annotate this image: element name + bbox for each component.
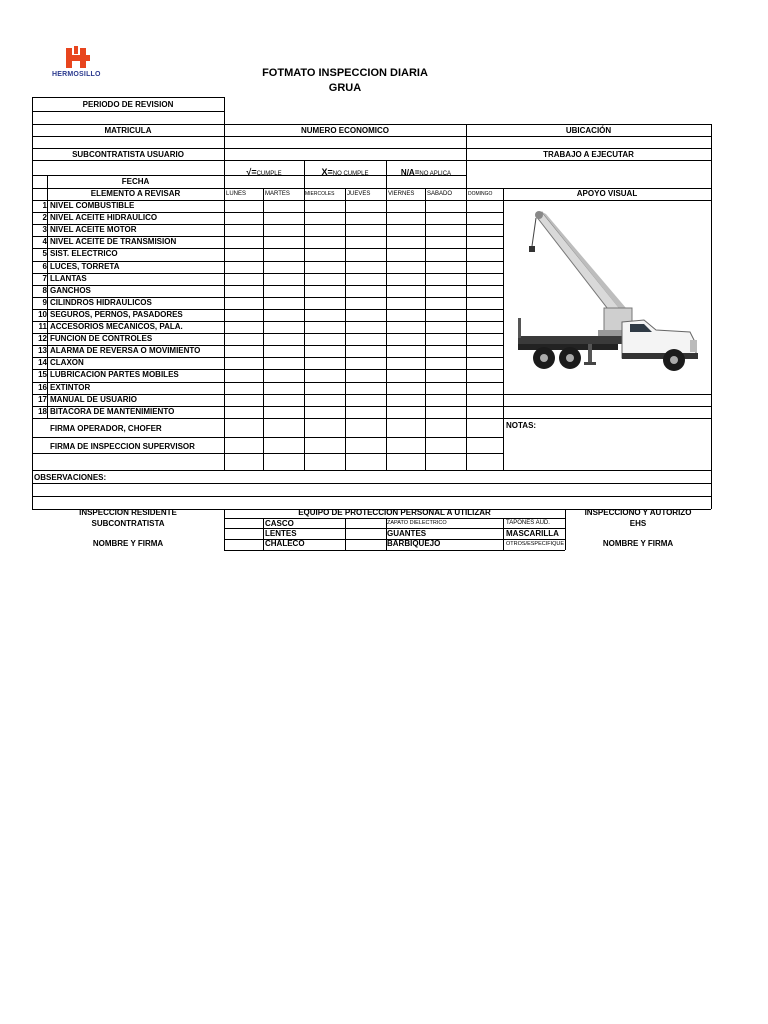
elemento-label: ELEMENTO A REVISAR	[90, 189, 181, 198]
ppe-tapones: TAPONES AUD.	[506, 520, 550, 526]
matricula-label: MATRICULA	[104, 126, 152, 135]
day-miercoles: MIERCOLES	[305, 191, 335, 197]
item-number: 11	[38, 322, 47, 331]
item-number: 15	[38, 370, 47, 380]
item-number: 3	[42, 225, 47, 235]
item-number: 16	[38, 382, 47, 392]
item-label: NIVEL ACEITE HIDRAULICO	[50, 213, 158, 223]
item-number: 6	[42, 261, 47, 271]
form-title: FOTMATO INSPECCION DIARIA	[262, 67, 428, 79]
item-number: 12	[38, 334, 47, 344]
periodo-label: PERIODO DE REVISION	[82, 100, 174, 109]
fecha-label: FECHA	[121, 177, 150, 186]
item-number: 13	[38, 346, 47, 356]
ppe-casco: CASCO	[265, 519, 294, 528]
crane-truck-image	[514, 208, 704, 383]
item-label: ACCESORIOS MECANICOS, PALA.	[50, 322, 183, 331]
epp-title: EQUIPO DE PROTECCION PERSONAL A UTILIZAR	[298, 508, 491, 517]
item-label: GANCHOS	[50, 285, 91, 295]
trabajo-label: TRABAJO A EJECUTAR	[543, 150, 634, 159]
item-label: LLANTAS	[50, 273, 87, 283]
day-viernes: VIERNES	[388, 191, 415, 197]
item-label: SEGUROS, PERNOS, PASADORES	[50, 309, 183, 319]
item-label: SIST. ELECTRICO	[50, 249, 118, 259]
legend-cumple: √=CUMPLE	[246, 167, 282, 177]
item-label: CLAXON	[50, 358, 84, 368]
ppe-otros: OTROS/ESPECIFIQUE	[506, 541, 565, 547]
ehs-label: EHS	[629, 519, 647, 528]
notas-label: NOTAS:	[506, 421, 537, 430]
firma-operador-label: FIRMA OPERADOR, CHOFER	[50, 424, 162, 433]
item-label: NIVEL COMBUSTIBLE	[50, 201, 135, 210]
day-sabado: SABADO	[427, 191, 453, 197]
item-label: CILINDROS HIDRAULICOS	[50, 297, 152, 307]
item-number: 2	[42, 213, 47, 223]
ubicacion-label: UBICACIÓN	[565, 126, 612, 135]
firma-supervisor-label: FIRMA DE INSPECCION SUPERVISOR	[50, 442, 195, 451]
day-jueves: JUEVES	[347, 191, 371, 197]
apoyo-visual-label: APOYO VISUAL	[576, 189, 638, 198]
nombre-firma-left: NOMBRE Y FIRMA	[92, 539, 164, 548]
item-label: BITACORA DE MANTENIMIENTO	[50, 406, 175, 416]
item-number: 14	[38, 358, 47, 368]
item-number: 1	[42, 201, 47, 210]
item-label: ALARMA DE REVERSA O MOVIMIENTO	[50, 346, 201, 356]
nombre-firma-right: NOMBRE Y FIRMA	[602, 539, 674, 548]
logo-mark-icon	[64, 46, 92, 70]
subcontratista-footer-label: SUBCONTRATISTA	[91, 519, 165, 528]
ppe-lentes: LENTES	[265, 529, 297, 538]
item-label: FUNCION DE CONTROLES	[50, 334, 153, 344]
item-number: 9	[42, 297, 47, 307]
ppe-guantes: GUANTES	[387, 529, 427, 538]
legend-no-cumple: X=NO CUMPLE	[321, 167, 369, 177]
ppe-mascarilla: MASCARILLA	[506, 529, 559, 538]
item-label: NIVEL ACEITE MOTOR	[50, 225, 137, 235]
item-number: 10	[38, 309, 47, 319]
item-number: 7	[42, 273, 47, 283]
observaciones-label: OBSERVACIONES:	[34, 473, 107, 482]
item-label: NIVEL ACEITE DE TRANSMISION	[50, 237, 177, 247]
subcontratista-label: SUBCONTRATISTA USUARIO	[72, 150, 184, 159]
day-martes: MARTES	[265, 191, 290, 197]
item-label: EXTINTOR	[50, 382, 91, 392]
item-number: 4	[42, 237, 47, 247]
ppe-zapato: ZAPATO DIELECTRICO	[387, 520, 447, 526]
logo-text: HERMOSILLO	[52, 71, 101, 78]
ppe-barbiquejo: BARBIQUEJO	[387, 539, 441, 548]
inspecciono-autorizo-label: INSPECCIONO Y AUTORIZO	[584, 508, 692, 517]
item-number: 5	[42, 249, 47, 259]
day-lunes: LUNES	[226, 191, 247, 197]
form-subtitle: GRUA	[328, 82, 362, 94]
legend-na: N/A=NO APLICA	[400, 168, 452, 177]
item-number: 18	[38, 406, 47, 416]
day-domingo: DOMINGO	[468, 191, 493, 197]
item-label: LUCES, TORRETA	[50, 261, 120, 271]
item-number: 8	[42, 285, 47, 295]
item-number: 17	[38, 394, 47, 404]
item-label: MANUAL DE USUARIO	[50, 394, 137, 404]
inspeccion-residente-label: INSPECCION RESIDENTE	[79, 508, 177, 517]
ppe-chaleco: CHALECO	[265, 539, 305, 548]
numero-economico-label: NUMERO ECONOMICO	[301, 126, 389, 135]
item-label: LUBRICACION PARTES MOBILES	[50, 370, 179, 380]
